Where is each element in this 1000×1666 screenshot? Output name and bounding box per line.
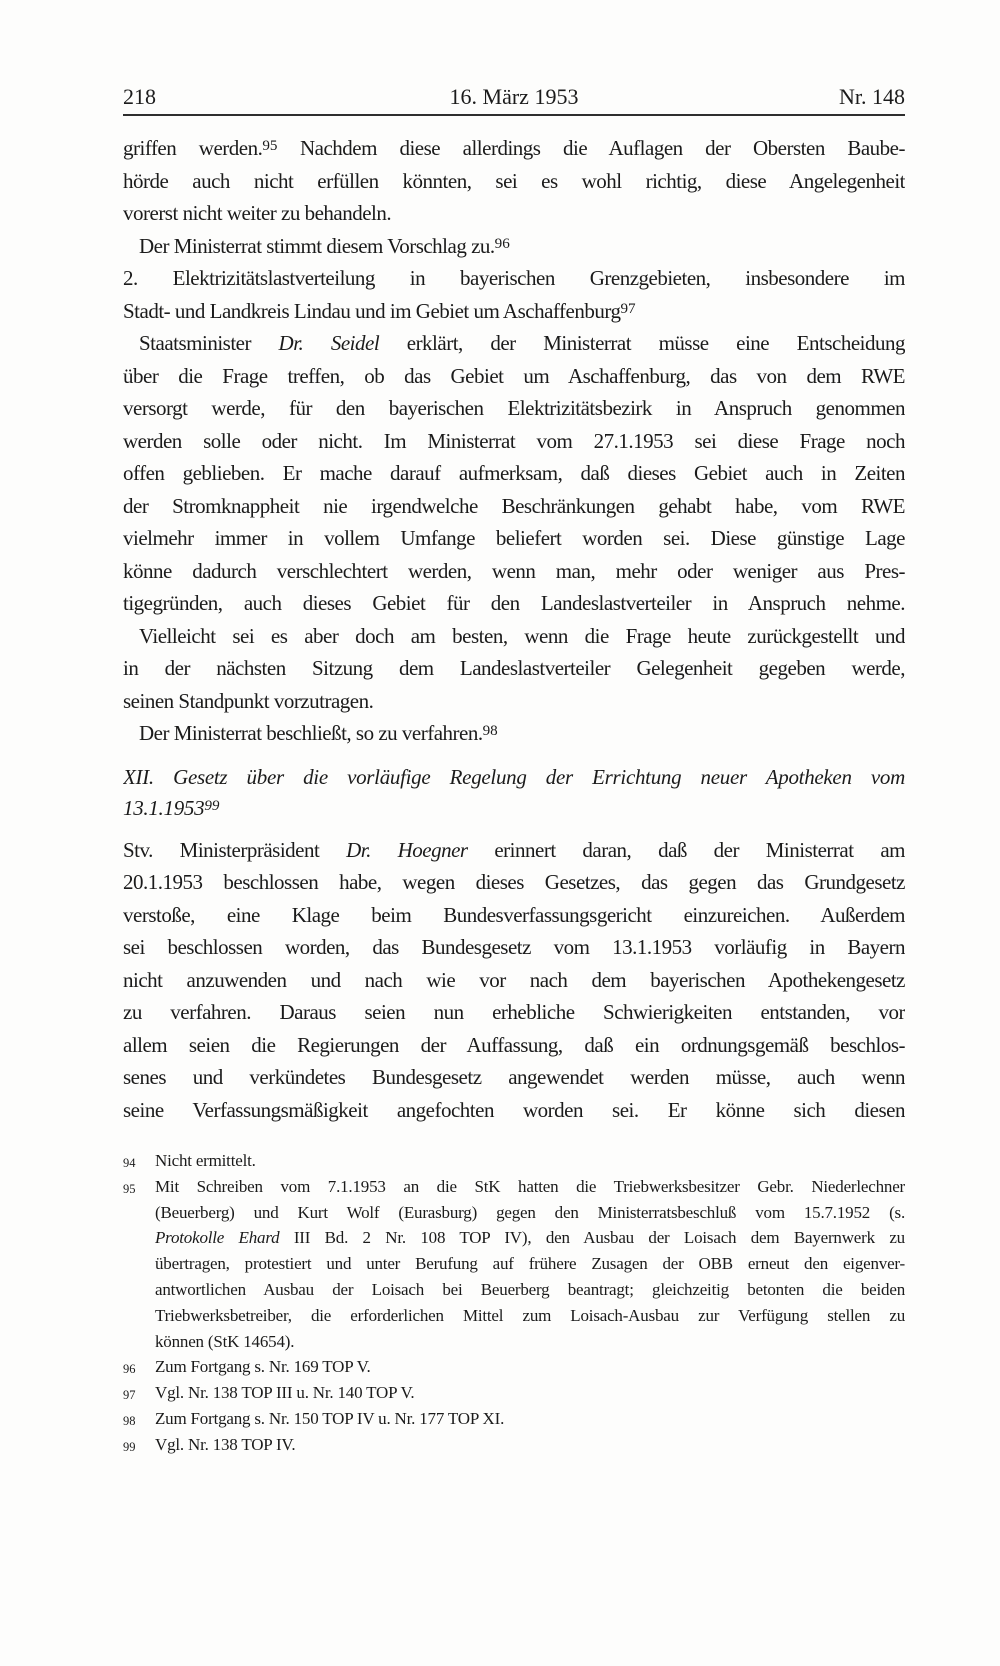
text-line [123, 360, 905, 393]
footnote-line [123, 1200, 905, 1226]
page-content [123, 132, 905, 1458]
text-line [123, 1029, 905, 1062]
text-segment: sei beschlossen worden, das Bundesgesetz vom 13.1.1953 vorläufig in Bayern [123, 935, 905, 959]
text-line [123, 490, 905, 523]
text-segment: griffen werden. [123, 136, 263, 160]
body-paragraphs [123, 834, 905, 1127]
footnote-line [123, 1251, 905, 1277]
footnote-number: 99 [123, 1439, 136, 1454]
text-line [123, 522, 905, 555]
text-segment: Dr. Hoegner [346, 837, 468, 862]
footnote-ref: 96 [494, 235, 510, 252]
text-segment: offen geblieben. Er mache darauf aufmerksam, daß dieses Gebiet auch in Zeiten [123, 461, 905, 485]
header-rule [123, 114, 905, 116]
text-segment: Der Ministerrat stimmt diesem Vorschlag zu. [139, 233, 495, 258]
text-segment: vielmehr immer in vollem Umfange beliefert worden sei. Diese günstige Lage [123, 526, 905, 550]
text-segment: können (StK 14654). [155, 1331, 295, 1351]
text-line [123, 717, 905, 750]
text-segment: senes und verkündetes Bundesgesetz angewendet werden müsse, auch wenn [123, 1065, 905, 1089]
text-segment: in der nächsten Sitzung dem Landeslastverteiler Gelegenheit gegeben werde, [123, 656, 905, 680]
footnote-number: 98 [123, 1413, 136, 1428]
text-segment: tigegründen, auch dieses Gebiet für den Landeslastverteiler in Anspruch nehme. [123, 591, 905, 615]
footnotes-section [123, 1148, 905, 1458]
footnote-number: 94 [123, 1156, 136, 1170]
text-line [123, 866, 905, 899]
text-segment: über die Frage treffen, ob das Gebiet um Aschaffenburg, das von dem RWE [123, 363, 905, 388]
footnote-ref: 97 [620, 300, 636, 317]
text-segment: Zum Fortgang s. Nr. 150 TOP IV u. Nr. 177 TOP XI. [155, 1408, 505, 1428]
text-segment: Triebwerksbetreiber, die erforderlichen Mittel zum Loisach-Ausbau zur Verfügung stellen zu [155, 1305, 905, 1325]
footnote-line [123, 1303, 905, 1329]
text-line [123, 587, 905, 620]
section-heading [123, 762, 905, 824]
text-line [123, 392, 905, 425]
text-segment: antwortlichen Ausbau der Loisach bei Beuerberg beantragt; gleichzeitig betonten die beiden [155, 1279, 905, 1299]
footnote-ref: 98 [482, 723, 498, 740]
text-segment: zu verfahren. Daraus seien nun erhebliche Schwierigkeiten entstanden, vor [123, 1000, 905, 1024]
text-line [123, 132, 905, 165]
text-line [123, 996, 905, 1029]
text-segment: allem seien die Regierungen der Auffassung, daß ein ordnungsgemäß beschlos- [123, 1032, 905, 1057]
text-segment: 20.1.1953 beschlossen habe, wegen dieses Gesetzes, das gegen das Grundgesetz [123, 870, 905, 894]
header-date: 16. März 1953 [449, 84, 579, 109]
footnote-number: 97 [123, 1388, 136, 1403]
body-paragraphs [123, 132, 905, 750]
text-segment: Staatsminister [139, 331, 279, 355]
text-line [123, 685, 905, 718]
text-segment: hörde auch nicht erfüllen könnten, sei es wohl richtig, diese Angelegenheit [123, 168, 905, 193]
text-segment: der Stromknappheit nie irgendwelche Beschränkungen gehabt habe, vom RWE [123, 493, 905, 518]
text-segment: Stadt- und Landkreis Lindau und im Gebiet um Aschaffenburg [123, 298, 621, 323]
footnote-line [123, 1174, 905, 1200]
text-segment: III Bd. 2 Nr. 108 TOP IV), den Ausbau der Loisach dem Bayernwerk zu [279, 1228, 905, 1248]
text-segment: Vgl. Nr. 138 TOP IV. [155, 1434, 296, 1454]
footnote-line [123, 1380, 905, 1406]
text-line [123, 165, 905, 198]
text-line [123, 620, 905, 653]
text-line [123, 793, 905, 824]
footnote-line [123, 1225, 905, 1251]
text-line [123, 555, 905, 588]
text-segment: versorgt werde, für den bayerischen Elektrizitätsbezirk in Anspruch genommen [123, 396, 905, 420]
footnote-number: 96 [123, 1362, 136, 1377]
text-segment: vorerst nicht weiter zu behandeln. [123, 201, 392, 225]
page-number: 218 [123, 84, 156, 109]
text-segment: 2. Elektrizitätslastverteilung in bayerischen Grenzgebieten, insbesondere im [123, 266, 905, 290]
footnote-line [123, 1432, 905, 1458]
footnote-line [123, 1148, 905, 1174]
text-segment: Der Ministerrat beschließt, so zu verfahren. [139, 721, 483, 745]
text-segment: Stv. Ministerpräsident [123, 837, 347, 862]
text-segment: Mit Schreiben vom 7.1.1953 an die StK hatten die Triebwerksbesitzer Gebr. Niederlechner [155, 1176, 905, 1196]
text-segment: erklärt, der Ministerrat müsse eine Entscheidung [379, 331, 905, 355]
text-segment: Vgl. Nr. 138 TOP III u. Nr. 140 TOP V. [155, 1383, 415, 1403]
text-line [123, 457, 905, 490]
text-segment: Vielleicht sei es aber doch am besten, wenn die Frage heute zurückgestellt und [139, 623, 905, 648]
text-segment: Zum Fortgang s. Nr. 169 TOP V. [155, 1357, 371, 1377]
footnote-number: 95 [123, 1181, 136, 1196]
text-line [123, 899, 905, 932]
header-document-number: Nr. 148 [839, 84, 905, 109]
text-segment: Protokolle Ehard [155, 1228, 280, 1248]
footnote-line [123, 1406, 905, 1432]
text-segment: seine Verfassungsmäßigkeit angefochten worden sei. Er könne sich diesen [123, 1097, 905, 1122]
text-line [123, 931, 905, 964]
text-segment: nicht anzuwenden und nach wie vor nach dem bayerischen Apothekengesetz [123, 967, 905, 992]
footnote-line [123, 1354, 905, 1380]
text-line [123, 262, 905, 295]
text-line [123, 652, 905, 685]
text-segment: übertragen, protestiert und unter Berufung auf frühere Zusagen der OBB erneut den eigenver- [155, 1254, 905, 1274]
text-segment: Nicht ermittelt. [155, 1151, 256, 1170]
footnote-line [123, 1277, 905, 1303]
text-segment: XII. Gesetz über die vorläufige Regelung der Errichtung neuer Apotheken vom [123, 764, 905, 789]
text-segment: verstoße, eine Klage beim Bundesverfassungsgericht einzureichen. Außerdem [123, 902, 905, 927]
page-header [123, 84, 905, 112]
text-line [123, 834, 905, 867]
text-segment: könne dadurch verschlechtert werden, wenn man, mehr oder weniger aus Pres- [123, 558, 905, 583]
text-line [123, 425, 905, 458]
text-line [123, 327, 905, 360]
footnote-ref: 99 [204, 797, 220, 814]
text-line [123, 295, 905, 328]
text-line [123, 1094, 905, 1127]
text-line [123, 762, 905, 793]
text-segment: Nachdem diese allerdings die Auflagen der Obersten Baube- [277, 136, 905, 160]
footnote-ref: 95 [262, 138, 278, 155]
text-line [123, 197, 905, 230]
footnote-line [123, 1329, 905, 1355]
text-line [123, 1061, 905, 1094]
text-segment: werden solle oder nicht. Im Ministerrat vom 27.1.1953 sei diese Frage noch [123, 428, 905, 453]
text-segment: 13.1.1953 [123, 795, 205, 820]
text-line [123, 230, 905, 263]
text-segment: Dr. Seidel [278, 331, 380, 355]
text-segment: (Beuerberg) und Kurt Wolf (Eurasburg) gegen den Ministerratsbeschluß vom 15.7.1952 (s. [155, 1202, 905, 1222]
text-segment: erinnert daran, daß der Ministerrat am [467, 837, 905, 862]
text-segment: seinen Standpunkt vorzutragen. [123, 688, 374, 713]
text-line [123, 964, 905, 997]
